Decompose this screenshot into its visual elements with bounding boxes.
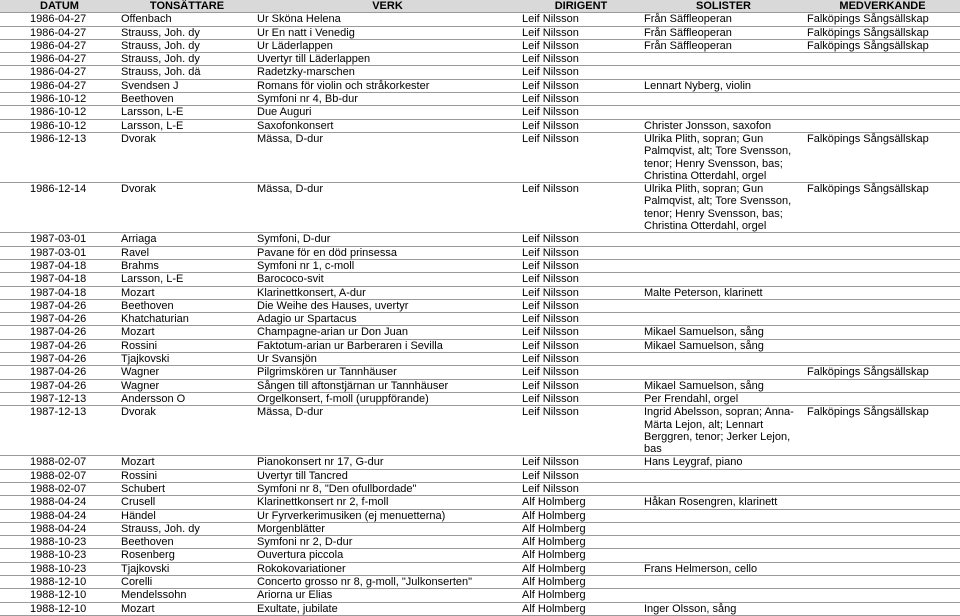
- cell-medverkande: [805, 522, 960, 535]
- cell-datum: 1986-10-12: [0, 119, 119, 132]
- cell-verk: Adagio ur Spartacus: [255, 313, 520, 326]
- table-row: [0, 26, 960, 39]
- cell-verk: Ouvertura piccola: [255, 549, 520, 562]
- table-row: [0, 379, 960, 392]
- cell-dirigent: Leif Nilsson: [520, 406, 642, 456]
- cell-datum: 1986-10-12: [0, 93, 119, 106]
- cell-datum: 1988-12-10: [0, 589, 119, 602]
- cell-datum: 1987-12-13: [0, 392, 119, 405]
- cell-dirigent: Leif Nilsson: [520, 313, 642, 326]
- cell-solister: Lennart Nyberg, violin: [642, 79, 805, 92]
- cell-datum: 1988-02-07: [0, 482, 119, 495]
- cell-medverkande: Falköpings Sångsällskap: [805, 39, 960, 52]
- cell-verk: Ariorna ur Elias: [255, 589, 520, 602]
- cell-solister: Från Säffleoperan: [642, 26, 805, 39]
- cell-verk: Symfoni nr 4, Bb-dur: [255, 93, 520, 106]
- cell-solister: [642, 482, 805, 495]
- header-verk: VERK: [255, 0, 520, 13]
- cell-medverkande: [805, 549, 960, 562]
- cell-datum: 1988-12-10: [0, 602, 119, 615]
- cell-medverkande: [805, 326, 960, 339]
- cell-verk: Mässa, D-dur: [255, 406, 520, 456]
- cell-tonsattare: Rossini: [119, 469, 255, 482]
- cell-dirigent: Leif Nilsson: [520, 13, 642, 26]
- cell-tonsattare: Strauss, Joh. dä: [119, 66, 255, 79]
- cell-tonsattare: Crusell: [119, 496, 255, 509]
- cell-datum: 1988-04-24: [0, 522, 119, 535]
- cell-verk: Ur Fyrverkerimusiken (ej menuetterna): [255, 509, 520, 522]
- table-row: [0, 366, 960, 379]
- cell-medverkande: Falköpings Sångsällskap: [805, 366, 960, 379]
- cell-verk: Uvertyr till Läderlappen: [255, 53, 520, 66]
- table-row: [0, 392, 960, 405]
- cell-solister: Ulrika Plith, sopran; Gun Palmqvist, alt; Tore Svensson, tenor; Henry Svensson, bas; Christina Otterdahl, orgel: [642, 183, 805, 233]
- cell-tonsattare: Dvorak: [119, 183, 255, 233]
- cell-dirigent: Leif Nilsson: [520, 106, 642, 119]
- cell-tonsattare: Tjajkovski: [119, 353, 255, 366]
- cell-medverkande: [805, 106, 960, 119]
- cell-dirigent: Alf Holmberg: [520, 562, 642, 575]
- cell-dirigent: Leif Nilsson: [520, 39, 642, 52]
- cell-verk: Ur Sköna Helena: [255, 13, 520, 26]
- cell-tonsattare: Händel: [119, 509, 255, 522]
- cell-solister: Hans Leygraf, piano: [642, 456, 805, 469]
- cell-tonsattare: Rossini: [119, 339, 255, 352]
- cell-solister: Håkan Rosengren, klarinett: [642, 496, 805, 509]
- cell-verk: Orgelkonsert, f-moll (uruppförande): [255, 392, 520, 405]
- cell-tonsattare: Larsson, L-E: [119, 119, 255, 132]
- cell-datum: 1987-04-18: [0, 286, 119, 299]
- cell-tonsattare: Beethoven: [119, 93, 255, 106]
- cell-medverkande: [805, 602, 960, 615]
- cell-dirigent: Leif Nilsson: [520, 233, 642, 246]
- cell-dirigent: Leif Nilsson: [520, 26, 642, 39]
- cell-datum: 1987-04-26: [0, 299, 119, 312]
- cell-verk: Ur En natt i Venedig: [255, 26, 520, 39]
- cell-tonsattare: Mozart: [119, 286, 255, 299]
- cell-solister: [642, 273, 805, 286]
- cell-dirigent: Leif Nilsson: [520, 379, 642, 392]
- table-row: [0, 576, 960, 589]
- cell-medverkande: [805, 353, 960, 366]
- cell-medverkande: [805, 339, 960, 352]
- table-row: [0, 326, 960, 339]
- cell-medverkande: [805, 496, 960, 509]
- table-row: [0, 496, 960, 509]
- cell-verk: Klarinettkonsert nr 2, f-moll: [255, 496, 520, 509]
- header-dirigent: DIRIGENT: [520, 0, 642, 13]
- cell-medverkande: Falköpings Sångsällskap: [805, 26, 960, 39]
- cell-medverkande: [805, 66, 960, 79]
- cell-datum: 1986-04-27: [0, 79, 119, 92]
- cell-tonsattare: Dvorak: [119, 406, 255, 456]
- cell-datum: 1988-12-10: [0, 576, 119, 589]
- cell-datum: 1988-10-23: [0, 536, 119, 549]
- cell-verk: Sången till aftonstjärnan ur Tannhäuser: [255, 379, 520, 392]
- cell-medverkande: Falköpings Sångsällskap: [805, 13, 960, 26]
- cell-verk: Pilgrimskören ur Tannhäuser: [255, 366, 520, 379]
- table-row: [0, 286, 960, 299]
- table-row: [0, 233, 960, 246]
- cell-datum: 1988-10-23: [0, 549, 119, 562]
- cell-solister: [642, 259, 805, 272]
- cell-tonsattare: Tjajkovski: [119, 562, 255, 575]
- cell-datum: 1987-04-26: [0, 339, 119, 352]
- cell-solister: [642, 233, 805, 246]
- cell-datum: 1987-04-26: [0, 313, 119, 326]
- cell-tonsattare: Mozart: [119, 602, 255, 615]
- cell-datum: 1987-03-01: [0, 246, 119, 259]
- cell-verk: Saxofonkonsert: [255, 119, 520, 132]
- cell-datum: 1987-03-01: [0, 233, 119, 246]
- header-datum: DATUM: [0, 0, 119, 13]
- cell-dirigent: Alf Holmberg: [520, 496, 642, 509]
- cell-dirigent: Leif Nilsson: [520, 273, 642, 286]
- cell-tonsattare: Strauss, Joh. dy: [119, 522, 255, 535]
- cell-tonsattare: Schubert: [119, 482, 255, 495]
- cell-solister: Frans Helmerson, cello: [642, 562, 805, 575]
- cell-solister: Mikael Samuelson, sång: [642, 326, 805, 339]
- cell-datum: 1988-04-24: [0, 496, 119, 509]
- cell-verk: Exultate, jubilate: [255, 602, 520, 615]
- cell-datum: 1987-04-26: [0, 326, 119, 339]
- cell-tonsattare: Svendsen J: [119, 79, 255, 92]
- cell-verk: Symfoni nr 2, D-dur: [255, 536, 520, 549]
- cell-dirigent: Leif Nilsson: [520, 339, 642, 352]
- table-row: [0, 469, 960, 482]
- cell-verk: Radetzky-marschen: [255, 66, 520, 79]
- cell-solister: [642, 299, 805, 312]
- cell-dirigent: Alf Holmberg: [520, 536, 642, 549]
- cell-tonsattare: Beethoven: [119, 299, 255, 312]
- cell-tonsattare: Strauss, Joh. dy: [119, 39, 255, 52]
- cell-medverkande: [805, 469, 960, 482]
- cell-verk: Ur Läderlappen: [255, 39, 520, 52]
- header-row: [0, 0, 960, 13]
- table-row: [0, 562, 960, 575]
- table-row: [0, 509, 960, 522]
- cell-solister: [642, 469, 805, 482]
- cell-datum: 1988-04-24: [0, 509, 119, 522]
- cell-datum: 1986-04-27: [0, 13, 119, 26]
- cell-dirigent: Alf Holmberg: [520, 602, 642, 615]
- cell-dirigent: Leif Nilsson: [520, 53, 642, 66]
- cell-solister: [642, 313, 805, 326]
- cell-tonsattare: Khatchaturian: [119, 313, 255, 326]
- cell-medverkande: [805, 246, 960, 259]
- cell-datum: 1987-04-18: [0, 259, 119, 272]
- cell-dirigent: Leif Nilsson: [520, 366, 642, 379]
- cell-medverkande: [805, 93, 960, 106]
- cell-datum: 1986-10-12: [0, 106, 119, 119]
- cell-verk: Mässa, D-dur: [255, 183, 520, 233]
- table-row: [0, 39, 960, 52]
- table-row: [0, 273, 960, 286]
- cell-solister: [642, 106, 805, 119]
- cell-solister: [642, 549, 805, 562]
- cell-solister: Ingrid Abelsson, sopran; Anna-Märta Lejon, alt; Lennart Berggren, tenor; Jerker Lejon, bas: [642, 406, 805, 456]
- table-row: [0, 13, 960, 26]
- cell-datum: 1987-04-26: [0, 366, 119, 379]
- cell-datum: 1986-04-27: [0, 53, 119, 66]
- cell-solister: [642, 353, 805, 366]
- cell-medverkande: [805, 456, 960, 469]
- header-medverkande: MEDVERKANDE: [805, 0, 960, 13]
- cell-datum: 1987-12-13: [0, 406, 119, 456]
- cell-solister: [642, 53, 805, 66]
- cell-datum: 1987-04-26: [0, 379, 119, 392]
- cell-dirigent: Leif Nilsson: [520, 66, 642, 79]
- cell-verk: Champagne-arian ur Don Juan: [255, 326, 520, 339]
- cell-solister: [642, 366, 805, 379]
- cell-datum: 1986-04-27: [0, 66, 119, 79]
- cell-medverkande: Falköpings Sångsällskap: [805, 406, 960, 456]
- cell-datum: 1987-04-26: [0, 353, 119, 366]
- cell-dirigent: Leif Nilsson: [520, 119, 642, 132]
- cell-datum: 1986-04-27: [0, 26, 119, 39]
- table-row: [0, 353, 960, 366]
- cell-medverkande: [805, 536, 960, 549]
- table-row: [0, 93, 960, 106]
- cell-tonsattare: Corelli: [119, 576, 255, 589]
- table-row: [0, 183, 960, 233]
- cell-medverkande: [805, 562, 960, 575]
- cell-tonsattare: Arriaga: [119, 233, 255, 246]
- table-row: [0, 456, 960, 469]
- cell-medverkande: [805, 589, 960, 602]
- table-row: [0, 119, 960, 132]
- cell-verk: Klarinettkonsert, A-dur: [255, 286, 520, 299]
- cell-tonsattare: Mozart: [119, 456, 255, 469]
- cell-dirigent: Alf Holmberg: [520, 549, 642, 562]
- cell-medverkande: [805, 233, 960, 246]
- cell-tonsattare: Larsson, L-E: [119, 273, 255, 286]
- cell-verk: Symfoni nr 1, c-moll: [255, 259, 520, 272]
- table-row: [0, 132, 960, 182]
- cell-dirigent: Alf Holmberg: [520, 576, 642, 589]
- cell-verk: Morgenblätter: [255, 522, 520, 535]
- cell-tonsattare: Strauss, Joh. dy: [119, 26, 255, 39]
- table-row: [0, 259, 960, 272]
- cell-tonsattare: Dvorak: [119, 132, 255, 182]
- cell-verk: Concerto grosso nr 8, g-moll, "Julkonserten": [255, 576, 520, 589]
- cell-verk: Pianokonsert nr 17, G-dur: [255, 456, 520, 469]
- cell-dirigent: Alf Holmberg: [520, 509, 642, 522]
- table-row: [0, 589, 960, 602]
- cell-dirigent: Leif Nilsson: [520, 469, 642, 482]
- cell-verk: Symfoni nr 8, "Den ofullbordade": [255, 482, 520, 495]
- cell-medverkande: [805, 299, 960, 312]
- table-row: [0, 299, 960, 312]
- cell-solister: Inger Olsson, sång: [642, 602, 805, 615]
- cell-medverkande: [805, 379, 960, 392]
- cell-tonsattare: Ravel: [119, 246, 255, 259]
- cell-dirigent: Leif Nilsson: [520, 259, 642, 272]
- cell-solister: Christer Jonsson, saxofon: [642, 119, 805, 132]
- cell-verk: Due Auguri: [255, 106, 520, 119]
- cell-medverkande: Falköpings Sångsällskap: [805, 132, 960, 182]
- table-row: [0, 602, 960, 615]
- cell-dirigent: Leif Nilsson: [520, 286, 642, 299]
- cell-solister: [642, 589, 805, 602]
- cell-tonsattare: Larsson, L-E: [119, 106, 255, 119]
- cell-dirigent: Leif Nilsson: [520, 183, 642, 233]
- cell-solister: [642, 536, 805, 549]
- cell-solister: Från Säffleoperan: [642, 39, 805, 52]
- cell-solister: [642, 576, 805, 589]
- table-row: [0, 66, 960, 79]
- cell-solister: Mikael Samuelson, sång: [642, 339, 805, 352]
- cell-solister: Mikael Samuelson, sång: [642, 379, 805, 392]
- cell-medverkande: [805, 119, 960, 132]
- table-row: [0, 406, 960, 456]
- cell-tonsattare: Mendelssohn: [119, 589, 255, 602]
- table-row: [0, 246, 960, 259]
- cell-datum: 1988-02-07: [0, 469, 119, 482]
- cell-tonsattare: Wagner: [119, 366, 255, 379]
- cell-tonsattare: Brahms: [119, 259, 255, 272]
- cell-verk: Uvertyr till Tancred: [255, 469, 520, 482]
- cell-solister: [642, 93, 805, 106]
- table-row: [0, 536, 960, 549]
- cell-dirigent: Alf Holmberg: [520, 522, 642, 535]
- cell-dirigent: Alf Holmberg: [520, 589, 642, 602]
- cell-verk: Faktotum-arian ur Barberaren i Sevilla: [255, 339, 520, 352]
- cell-solister: Malte Peterson, klarinett: [642, 286, 805, 299]
- header-tonsattare: TONSÄTTARE: [119, 0, 255, 13]
- cell-verk: Ur Svansjön: [255, 353, 520, 366]
- cell-verk: Mässa, D-dur: [255, 132, 520, 182]
- cell-tonsattare: Offenbach: [119, 13, 255, 26]
- table-row: [0, 79, 960, 92]
- cell-dirigent: Leif Nilsson: [520, 79, 642, 92]
- cell-dirigent: Leif Nilsson: [520, 132, 642, 182]
- cell-tonsattare: Andersson O: [119, 392, 255, 405]
- table-row: [0, 53, 960, 66]
- table-row: [0, 339, 960, 352]
- cell-verk: Symfoni, D-dur: [255, 233, 520, 246]
- cell-medverkande: [805, 576, 960, 589]
- cell-tonsattare: Rosenberg: [119, 549, 255, 562]
- cell-medverkande: [805, 509, 960, 522]
- table-row: [0, 522, 960, 535]
- cell-dirigent: Leif Nilsson: [520, 353, 642, 366]
- cell-verk: Rokokovariationer: [255, 562, 520, 575]
- cell-solister: [642, 246, 805, 259]
- table-row: [0, 549, 960, 562]
- cell-dirigent: Leif Nilsson: [520, 246, 642, 259]
- cell-datum: 1986-12-14: [0, 183, 119, 233]
- cell-dirigent: Leif Nilsson: [520, 392, 642, 405]
- cell-tonsattare: Beethoven: [119, 536, 255, 549]
- cell-dirigent: Leif Nilsson: [520, 482, 642, 495]
- cell-medverkande: [805, 392, 960, 405]
- cell-verk: Die Weihe des Hauses, uvertyr: [255, 299, 520, 312]
- cell-medverkande: [805, 259, 960, 272]
- cell-solister: [642, 509, 805, 522]
- cell-verk: Romans för violin och stråkorkester: [255, 79, 520, 92]
- cell-datum: 1988-02-07: [0, 456, 119, 469]
- cell-dirigent: Leif Nilsson: [520, 299, 642, 312]
- table-row: [0, 313, 960, 326]
- cell-datum: 1988-10-23: [0, 562, 119, 575]
- cell-datum: 1987-04-18: [0, 273, 119, 286]
- cell-solister: Ulrika Plith, sopran; Gun Palmqvist, alt; Tore Svensson, tenor; Henry Svensson, bas; Christina Otterdahl, orgel: [642, 132, 805, 182]
- cell-datum: 1986-12-13: [0, 132, 119, 182]
- cell-solister: [642, 522, 805, 535]
- cell-solister: [642, 66, 805, 79]
- cell-medverkande: [805, 273, 960, 286]
- table-row: [0, 482, 960, 495]
- cell-medverkande: [805, 482, 960, 495]
- cell-medverkande: [805, 313, 960, 326]
- cell-datum: 1986-04-27: [0, 39, 119, 52]
- cell-verk: Barococo-svit: [255, 273, 520, 286]
- cell-tonsattare: Mozart: [119, 326, 255, 339]
- cell-solister: Per Frendahl, orgel: [642, 392, 805, 405]
- cell-dirigent: Leif Nilsson: [520, 456, 642, 469]
- cell-dirigent: Leif Nilsson: [520, 326, 642, 339]
- cell-medverkande: [805, 79, 960, 92]
- header-solister: SOLISTER: [642, 0, 805, 13]
- cell-dirigent: Leif Nilsson: [520, 93, 642, 106]
- cell-medverkande: [805, 53, 960, 66]
- cell-tonsattare: Strauss, Joh. dy: [119, 53, 255, 66]
- cell-medverkande: [805, 286, 960, 299]
- table-row: [0, 106, 960, 119]
- cell-solister: Från Säffleoperan: [642, 13, 805, 26]
- cell-tonsattare: Wagner: [119, 379, 255, 392]
- cell-verk: Pavane för en död prinsessa: [255, 246, 520, 259]
- cell-medverkande: Falköpings Sångsällskap: [805, 183, 960, 233]
